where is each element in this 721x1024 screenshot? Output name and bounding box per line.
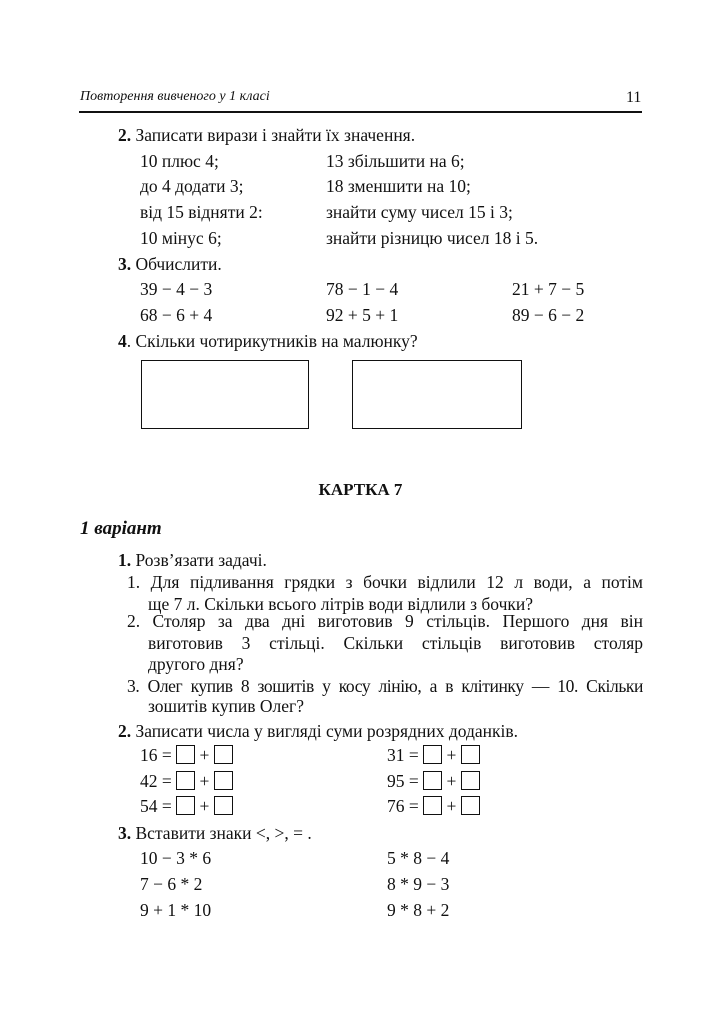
task-number: 3.	[118, 254, 132, 274]
digit-sum-row	[140, 795, 233, 817]
expression-left: 10 мінус 6;	[140, 228, 222, 248]
task-text: Записати числа у вигляді суми розрядних доданків.	[135, 721, 519, 741]
calc-expression: 92 + 5 + 1	[326, 305, 399, 325]
answer-box[interactable]	[423, 796, 442, 815]
answer-box[interactable]	[423, 771, 442, 790]
answer-box[interactable]	[176, 745, 195, 764]
plus-sign: +	[446, 745, 457, 765]
digit-sum-row	[140, 744, 233, 766]
plus-sign: +	[446, 796, 457, 816]
task-number: 2.	[118, 125, 132, 145]
variant-task-2-heading	[118, 720, 518, 742]
problem-1-line-2: ще 7 л. Скільки всього літрів води відлили з бочки?	[148, 594, 534, 614]
expression-right: знайти різницю чисел 18 і 5.	[326, 228, 539, 248]
answer-box[interactable]	[423, 745, 442, 764]
number-equals: 54 =	[140, 796, 172, 816]
problem-2-line-3: другого дня?	[148, 654, 244, 674]
header-rule	[79, 111, 642, 113]
digit-sum-row	[387, 795, 480, 817]
number-equals: 42 =	[140, 771, 172, 791]
number-equals: 76 =	[387, 796, 419, 816]
calc-expression: 78 − 1 − 4	[326, 279, 399, 299]
task-number: 3.	[118, 823, 132, 843]
digit-sum-row	[387, 770, 480, 792]
expression-right: 13 збільшити на 6;	[326, 151, 465, 171]
expression-right: 18 зменшити на 10;	[326, 176, 471, 196]
expression-left: 10 плюс 4;	[140, 151, 219, 171]
task-3-heading	[118, 253, 222, 275]
task-text: Обчислити.	[135, 254, 222, 274]
digit-sum-row	[387, 744, 480, 766]
problem-2-line-2: виготовив 3 стільці. Скільки стільців виготовив столяр	[148, 633, 643, 653]
task-number: 1.	[118, 550, 132, 570]
calc-expression: 89 − 6 − 2	[512, 305, 585, 325]
comparison-expression: 7 − 6 * 2	[140, 874, 203, 894]
answer-box[interactable]	[176, 796, 195, 815]
plus-sign: +	[199, 745, 210, 765]
variant-task-3-heading	[118, 822, 312, 844]
quadrilateral-figure-right	[352, 360, 522, 429]
number-equals: 95 =	[387, 771, 419, 791]
comparison-expression: 9 * 8 + 2	[387, 900, 450, 920]
plus-sign: +	[199, 796, 210, 816]
task-text: Розв’язати задачі.	[135, 550, 267, 570]
expression-left: від 15 відняти 2:	[140, 202, 263, 222]
running-header-title: Повторення вивченого у 1 класі	[80, 89, 270, 104]
calc-expression: 68 − 6 + 4	[140, 305, 213, 325]
answer-box[interactable]	[214, 771, 233, 790]
comparison-expression: 5 * 8 − 4	[387, 848, 450, 868]
answer-box[interactable]	[214, 796, 233, 815]
task-text: . Скільки чотирикутників на малюнку?	[126, 331, 418, 351]
number-equals: 16 =	[140, 745, 172, 765]
calc-expression: 39 − 4 − 3	[140, 279, 213, 299]
digit-sum-row	[140, 770, 233, 792]
problem-3-line-1: 3. Олег купив 8 зошитів у косу лінію, а в клітинку — 10. Скільки	[127, 676, 643, 696]
comparison-expression: 9 + 1 * 10	[140, 900, 212, 920]
task-number: 4	[118, 331, 127, 351]
answer-box[interactable]	[461, 745, 480, 764]
quadrilateral-figure-left	[141, 360, 309, 429]
problem-3-line-2: зошитів купив Олег?	[148, 696, 305, 716]
card-title: КАРТКА 7	[318, 480, 403, 499]
answer-box[interactable]	[461, 796, 480, 815]
comparison-expression: 8 * 9 − 3	[387, 874, 450, 894]
problem-2-line-1: 2. Столяр за два дні виготовив 9 стільців. Першого дня він	[127, 611, 643, 631]
answer-box[interactable]	[176, 771, 195, 790]
page-number: 11	[626, 89, 642, 106]
comparison-expression: 10 − 3 * 6	[140, 848, 212, 868]
number-equals: 31 =	[387, 745, 419, 765]
expression-right: знайти суму чисел 15 і 3;	[326, 202, 513, 222]
task-number: 2.	[118, 721, 132, 741]
variant-heading: 1 варіант	[80, 518, 162, 539]
plus-sign: +	[199, 771, 210, 791]
plus-sign: +	[446, 771, 457, 791]
task-text: Записати вирази і знайти їх значення.	[135, 125, 416, 145]
expression-left: до 4 додати 3;	[140, 176, 244, 196]
task-2-heading	[118, 124, 415, 146]
variant-task-1-heading	[118, 549, 267, 571]
task-4-heading	[118, 330, 418, 352]
answer-box[interactable]	[461, 771, 480, 790]
task-text: Вставити знаки <, >, = .	[135, 823, 312, 843]
answer-box[interactable]	[214, 745, 233, 764]
calc-expression: 21 + 7 − 5	[512, 279, 585, 299]
problem-1-line-1: 1. Для підливання грядки з бочки відлили 12 л води, а потім	[127, 572, 643, 592]
